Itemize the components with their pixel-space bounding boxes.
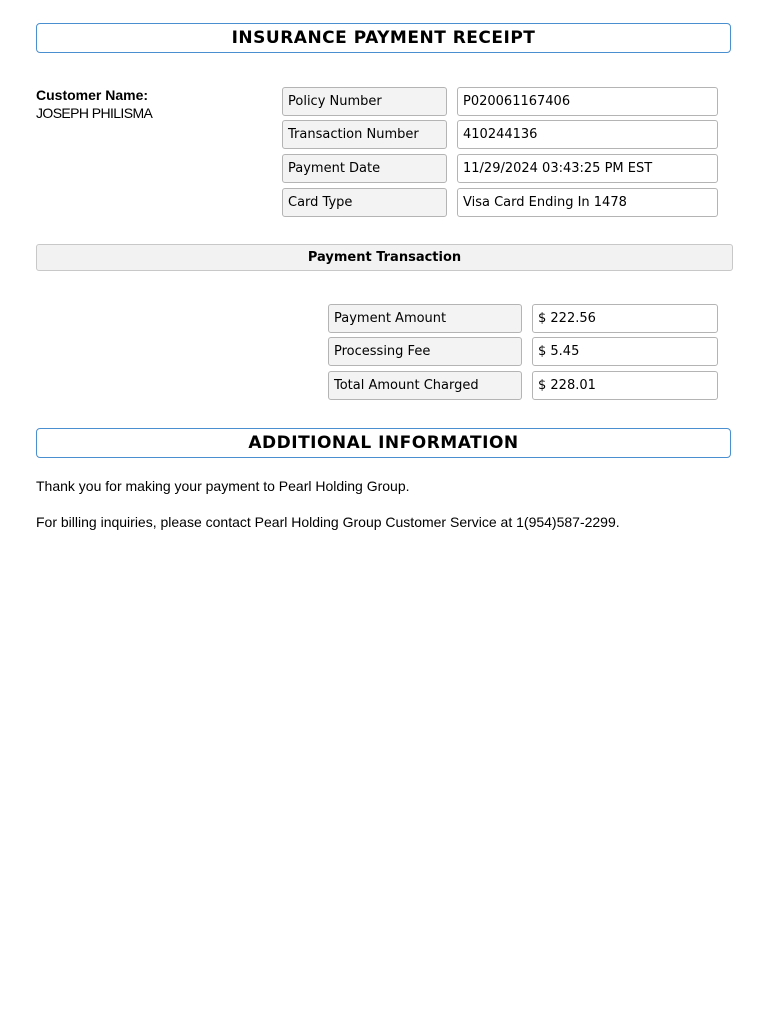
transaction-number-label: Transaction Number xyxy=(282,120,447,149)
card-type-label: Card Type xyxy=(282,188,447,217)
processing-fee-label: Processing Fee xyxy=(328,337,522,366)
payment-date-label: Payment Date xyxy=(282,154,447,183)
policy-number-value: P020061167406 xyxy=(457,87,718,116)
transaction-number-value: 410244136 xyxy=(457,120,718,149)
processing-fee-value: $ 5.45 xyxy=(532,337,718,366)
billing-contact-note: For billing inquiries, please contact Pearl Holding Group Customer Service at 1(954)587-2299. xyxy=(36,514,620,530)
card-type-value: Visa Card Ending In 1478 xyxy=(457,188,718,217)
total-amount-charged-value: $ 228.01 xyxy=(532,371,718,400)
receipt-title: INSURANCE PAYMENT RECEIPT xyxy=(36,23,731,53)
thank-you-note: Thank you for making your payment to Pearl Holding Group. xyxy=(36,478,410,494)
policy-number-label: Policy Number xyxy=(282,87,447,116)
additional-information-title: ADDITIONAL INFORMATION xyxy=(36,428,731,458)
customer-name-value: JOSEPH PHILISMA xyxy=(36,105,153,121)
payment-amount-value: $ 222.56 xyxy=(532,304,718,333)
customer-name-label: Customer Name: xyxy=(36,87,149,103)
total-amount-charged-label: Total Amount Charged xyxy=(328,371,522,400)
payment-amount-label: Payment Amount xyxy=(328,304,522,333)
payment-date-value: 11/29/2024 03:43:25 PM EST xyxy=(457,154,718,183)
payment-transaction-header: Payment Transaction xyxy=(36,244,733,271)
